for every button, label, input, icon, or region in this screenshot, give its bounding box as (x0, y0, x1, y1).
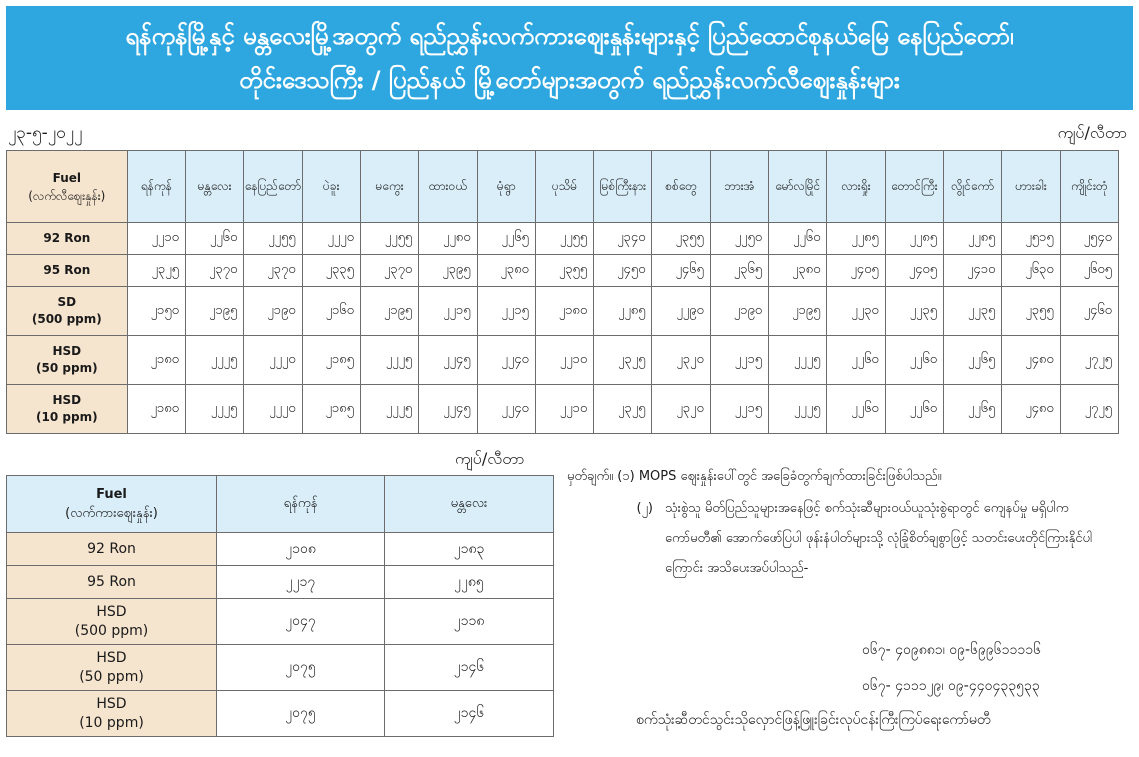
price-cell: ၂၂၂၅ (360, 385, 418, 434)
price-cell: ၂၂၂၅ (185, 385, 243, 434)
city-header: မြစ်ကြီးနား (594, 151, 652, 223)
price-cell: ၂၃၂၅ (594, 336, 652, 385)
city-header: မုံရွာ (477, 151, 535, 223)
price-cell: ၂၅၄၀ (1060, 223, 1118, 255)
fuel-type-text: SD (57, 295, 77, 309)
price-cell: ၂၂၆၅ (944, 336, 1002, 385)
fuel-type-text: (50 ppm) (36, 361, 98, 375)
price-cell: ၂၁၈၀ (535, 287, 593, 336)
wholesale-fuel-header: Fuel (လက်ကားဈေးနှုန်း) (7, 476, 217, 533)
price-cell: ၂၃၆၅ (710, 255, 768, 287)
price-cell: ၂၂၈၅ (594, 287, 652, 336)
price-cell: ၂၂၆၀ (827, 336, 885, 385)
fuel-type-text: 92 Ron (87, 540, 136, 557)
note-2-text: သုံးစွဲသူ မိတ်ပြည်သူများအနေဖြင့် စက်သုံးဆီများဝယ်ယူသုံးစွဲရာတွင် ကျေနပ်မှု မရှိပါက ကော်မတီ၏ အောက်ဖော်ပြပါ ဖုန်းနံပါတ်များသို့ လုံခြုံစိတ်ချစွာဖြင့် သတင်းပေးတိုင်ကြားနိုင်ပါကြောင်း အသိပေးအပ်ပါသည်- (665, 501, 1093, 576)
notes (567, 462, 1135, 584)
price-cell: ၂၂၆၅ (477, 223, 535, 255)
price-cell: ၂၂၁၅ (419, 287, 477, 336)
note-2 (567, 494, 1135, 584)
price-cell: ၂၂၆၅ (944, 385, 1002, 434)
price-cell: ၂၄၈၀ (1002, 385, 1060, 434)
price-cell: ၂၃၂၅ (127, 255, 185, 287)
wholesale-unit-label: ကျပ်/လီတာ (455, 449, 525, 468)
note-1: မှတ်ချက်။ (၁) MOPS ဈေးနှုန်းပေါ်တွင် အခြေခံတွက်ချက်ထားခြင်းဖြစ်ပါသည်။ (567, 469, 942, 484)
price-cell: ၂၁၄၆ (385, 645, 554, 691)
city-header: လွိုင်ကော် (944, 151, 1002, 223)
fuel-type-text: 92 Ron (43, 231, 91, 245)
title-banner (6, 6, 1133, 110)
table-row (7, 255, 1119, 287)
fuel-type-text: (10 ppm) (36, 410, 98, 424)
price-cell: ၂၃၄၀ (594, 223, 652, 255)
price-cell: ၂၂၃၅ (944, 287, 1002, 336)
fuel-type-label (7, 385, 128, 434)
price-cell: ၂၁၈၀ (127, 385, 185, 434)
city-header: ပုသိမ် (535, 151, 593, 223)
fuel-type-label (7, 599, 217, 645)
price-cell: ၂၂၄၅ (419, 385, 477, 434)
city-header: မန္တလေး (185, 151, 243, 223)
price-cell: ၂၄၀၅ (827, 255, 885, 287)
fuel-type-label (7, 566, 217, 599)
price-cell: ၂၁၁၈ (385, 599, 554, 645)
price-cell: ၂၂၄၀ (477, 385, 535, 434)
price-cell: ၂၂၅၅ (535, 223, 593, 255)
price-cell: ၂၂၄၅ (419, 336, 477, 385)
date-label: ၂၃-၅-၂၀၂၂ (8, 123, 83, 143)
fuel-type-label (7, 533, 217, 566)
city-header: ကျိုင်းတုံ (1060, 151, 1118, 223)
price-cell: ၂၂၂၅ (769, 336, 827, 385)
price-cell: ၂၃၅၅ (1002, 287, 1060, 336)
fuel-type-label (7, 287, 128, 336)
table-row (7, 385, 1119, 434)
table-row (7, 599, 554, 645)
price-cell: ၂၇၂၅ (1060, 336, 1118, 385)
city-header: ရန်ကုန် (217, 476, 385, 533)
price-cell: ၂၃၂၅ (594, 385, 652, 434)
city-header: စစ်တွေ (652, 151, 710, 223)
price-cell: ၂၁၅၀ (127, 287, 185, 336)
table-row (7, 287, 1119, 336)
price-cell: ၂၂၆၀ (885, 385, 943, 434)
table-row (7, 533, 554, 566)
price-cell: ၂၃၇၀ (185, 255, 243, 287)
table-row (7, 223, 1119, 255)
price-cell: ၂၂၁၀ (127, 223, 185, 255)
table-row (7, 691, 554, 737)
note-2-number: (၂) (636, 501, 653, 516)
price-cell: ၂၄၆၅ (652, 255, 710, 287)
fuel-type-text: HSD (96, 695, 127, 712)
price-cell: ၂၂၁၅ (710, 385, 768, 434)
price-cell: ၂၁၈၃ (385, 533, 554, 566)
price-cell: ၂၁၉၀ (710, 287, 768, 336)
city-header: တောင်ကြီး (885, 151, 943, 223)
fuel-type-label (7, 336, 128, 385)
table-row (7, 336, 1119, 385)
fuel-type-label (7, 645, 217, 691)
price-cell: ၂၆၃၀ (1002, 255, 1060, 287)
title-line-1: ရန်ကုန်မြို့နှင့် မန္တလေးမြို့အတွက် ရည်ညွှန်းလက်ကားဈေးနှုန်းများနှင့် ပြည်ထောင်စုနယ်မြေ နေပြည်တော်၊ (125, 22, 1014, 50)
price-cell: ၂၃၇၀ (244, 255, 302, 287)
price-cell: ၂၂၈၅ (885, 223, 943, 255)
price-cell: ၂၄၀၅ (885, 255, 943, 287)
price-cell: ၂၁၆၀ (302, 287, 360, 336)
fuel-type-text: (500 ppm) (74, 622, 149, 639)
price-cell: ၂၂၂၅ (360, 336, 418, 385)
city-header: ရန်ကုန် (127, 151, 185, 223)
city-header: မော်လမြိုင် (769, 151, 827, 223)
price-cell: ၂၂၈၅ (944, 223, 1002, 255)
price-cell: ၂၀၇၅ (217, 645, 385, 691)
price-cell: ၂၃၂၀ (652, 336, 710, 385)
price-cell: ၂၂၂၅ (769, 385, 827, 434)
price-cell: ၂၄၆၀ (1060, 287, 1118, 336)
city-header: ပဲခူး (302, 151, 360, 223)
fuel-type-text: (10 ppm) (79, 714, 144, 731)
fuel-type-text: (500 ppm) (31, 312, 102, 326)
price-cell: ၂၂၅၅ (360, 223, 418, 255)
price-cell: ၂၅၁၅ (1002, 223, 1060, 255)
city-header: ထားဝယ် (419, 151, 477, 223)
retail-price-table (6, 150, 1119, 434)
wholesale-price-table (6, 475, 554, 737)
wholesale-header-row (7, 476, 554, 533)
city-header: နေပြည်တော် (244, 151, 302, 223)
price-cell: ၂၁၉၅ (360, 287, 418, 336)
price-cell: ၂၂၈၅ (385, 566, 554, 599)
price-cell: ၂၁၉၅ (185, 287, 243, 336)
price-cell: ၂၃၂၀ (652, 385, 710, 434)
price-cell: ၂၂၂၀ (302, 223, 360, 255)
fuel-type-text: HSD (96, 603, 127, 620)
price-cell: ၂၃၅၅ (535, 255, 593, 287)
price-cell: ၂၃၅၅ (652, 223, 710, 255)
fuel-type-text: (50 ppm) (79, 668, 144, 685)
price-cell: ၂၂၉၀ (652, 287, 710, 336)
phone-numbers-1: ၀၆၇- ၄၀၉၈၈၁၊ ၀၉-၆၉၉၆၁၁၁၁၆ (862, 642, 1041, 658)
fuel-type-label (7, 691, 217, 737)
retail-header-row (7, 151, 1119, 223)
price-cell: ၂၀၄၇ (217, 599, 385, 645)
price-cell: ၂၁၄၆ (385, 691, 554, 737)
price-cell: ၂၃၉၅ (419, 255, 477, 287)
price-cell: ၂၂၆၀ (769, 223, 827, 255)
price-cell: ၂၃၃၅ (302, 255, 360, 287)
price-cell: ၂၂၁၀ (535, 336, 593, 385)
price-cell: ၂၂၃၅ (885, 287, 943, 336)
phone-numbers-2: ၀၆၇- ၄၁၁၁၂၉၊ ၀၉-၄၄၀၄၃၃၅၃၃ (862, 678, 1040, 694)
price-cell: ၂၁၈၅ (302, 385, 360, 434)
price-cell: ၂၁၈၅ (302, 336, 360, 385)
committee-name: စက်သုံးဆီတင်သွင်းသိုလှောင်ဖြန့်ဖြူးခြင်းလုပ်ငန်းကြီးကြပ်ရေးကော်မတီ (636, 712, 991, 728)
price-cell: ၂၂၈၀ (419, 223, 477, 255)
price-cell: ၂၁၈၀ (127, 336, 185, 385)
price-cell: ၂၂၅၀ (710, 223, 768, 255)
price-cell: ၂၂၂၀ (244, 336, 302, 385)
retail-fuel-header: Fuel (လက်လီဈေးနှုန်း) (7, 151, 128, 223)
table-row (7, 566, 554, 599)
city-header: မကွေး (360, 151, 418, 223)
price-cell: ၂၂၁၅ (477, 287, 535, 336)
city-header: လားရှိုး (827, 151, 885, 223)
city-header: ဟားခါး (1002, 151, 1060, 223)
price-cell: ၂၂၂၀ (244, 385, 302, 434)
price-cell: ၂၀၇၅ (217, 691, 385, 737)
fuel-type-label (7, 255, 128, 287)
price-cell: ၂၂၆၀ (185, 223, 243, 255)
price-cell: ၂၂၁၅ (710, 336, 768, 385)
price-cell: ၂၇၂၅ (1060, 385, 1118, 434)
price-cell: ၂၄၈၀ (1002, 336, 1060, 385)
city-header: မန္တလေး (385, 476, 554, 533)
price-cell: ၂၁၉၀ (244, 287, 302, 336)
fuel-type-text: 95 Ron (87, 573, 136, 590)
price-cell: ၂၂၂၅ (185, 336, 243, 385)
price-cell: ၂၃၈၀ (477, 255, 535, 287)
fuel-type-text: HSD (96, 649, 127, 666)
price-cell: ၂၄၁၀ (944, 255, 1002, 287)
fuel-type-text: 95 Ron (43, 263, 91, 277)
city-header: ဘားအံ (710, 151, 768, 223)
price-cell: ၂၂၈၅ (827, 223, 885, 255)
price-cell: ၂၂၁၀ (535, 385, 593, 434)
fuel-type-text: HSD (52, 344, 82, 358)
price-cell: ၂၆၀၅ (1060, 255, 1118, 287)
price-cell: ၂၃၇၀ (360, 255, 418, 287)
price-cell: ၂၂၁၇ (217, 566, 385, 599)
price-cell: ၂၂၆၀ (827, 385, 885, 434)
fuel-type-label (7, 223, 128, 255)
price-cell: ၂၂၆၀ (885, 336, 943, 385)
fuel-type-text: HSD (52, 393, 82, 407)
price-cell: ၂၄၅၀ (594, 255, 652, 287)
table-row (7, 645, 554, 691)
retail-unit-label: ကျပ်/လီတာ (1057, 123, 1127, 142)
price-cell: ၂၁၉၅ (769, 287, 827, 336)
price-cell: ၂၂၅၅ (244, 223, 302, 255)
title-line-2: တိုင်းဒေသကြီး / ပြည်နယ် မြို့တော်များအတွက် ရည်ညွှန်းလက်လီဈေးနှုန်းများ (239, 66, 900, 94)
price-cell: ၂၂၄၀ (477, 336, 535, 385)
price-cell: ၂၃၈၀ (769, 255, 827, 287)
price-cell: ၂၂၃၀ (827, 287, 885, 336)
price-cell: ၂၁၀၈ (217, 533, 385, 566)
